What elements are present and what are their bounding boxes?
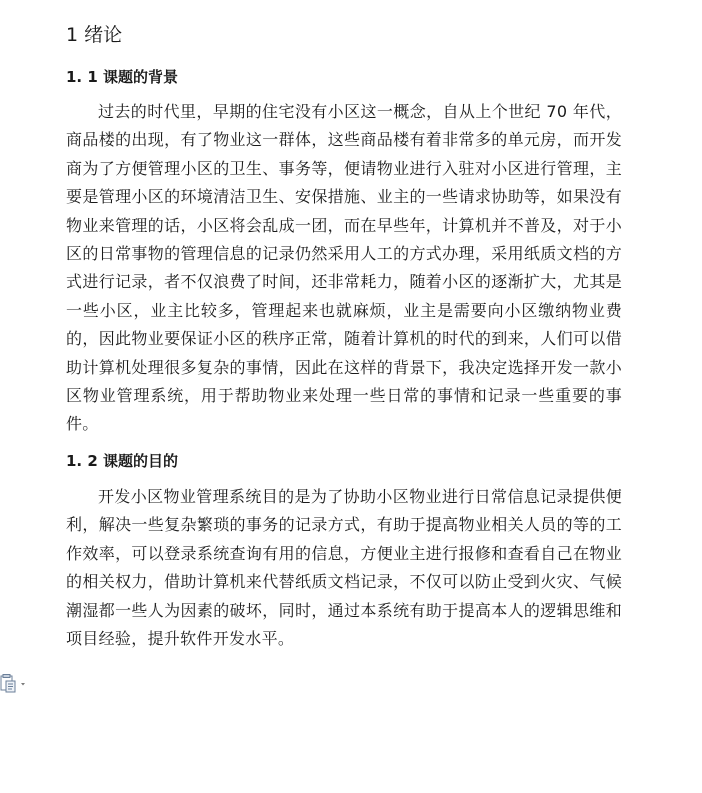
section-heading-background: 1. 1 课题的背景: [66, 68, 179, 86]
chapter-title: 1 绪论: [66, 24, 123, 46]
paragraph-background: 过去的时代里，早期的住宅没有小区这一概念，自从上个世纪 70 年代，商品楼的出现，有了物业这一群体，这些商品楼有着非常多的单元房，而开发商为了方便管理小区的卫生、事务等，便请物业进行入驻对小区进行管理，主要是管理小区的环境清洁卫生、安保措施、业主的一些请求协助等，如果没有物业来管理的话，小区将会乱成一团，而在早些年，计算机并不普及，对于小区的日常事物的管理信息的记录仍然采用人工的方式办理，采用纸质文档的方式进行记录，者不仅浪费了时间，还非常耗力，随着小区的逐渐扩大，尤其是一些小区，业主比较多，管理起来也就麻烦，业主是需要向小区缴纳物业费的，因此物业要保证小区的秩序正常，随着计算机的时代的到来，人们可以借助计算机处理很多复杂的事情，因此在这样的背景下，我决定选择开发一款小区物业管理系统，用于帮助物业来处理一些日常的事情和记录一些重要的事件。: [66, 102, 622, 434]
paste-options-icon[interactable]: [0, 674, 30, 694]
paragraph-purpose: 开发小区物业管理系统目的是为了协助小区物业进行日常信息记录提供便利，解决一些复杂繁琐的事务的记录方式，有助于提高物业相关人员的等的工作效率，可以登录系统查询有用的信息，方便业主进行报修和查看自己在物业的相关权力，借助计算机来代替纸质文档记录，不仅可以防止受到火灾、气候潮湿都一些人为因素的破坏，同时，通过本系统有助于提高本人的逻辑思维和项目经验，提升软件开发水平。: [66, 487, 622, 649]
section-heading-purpose: 1. 2 课题的目的: [66, 452, 179, 470]
